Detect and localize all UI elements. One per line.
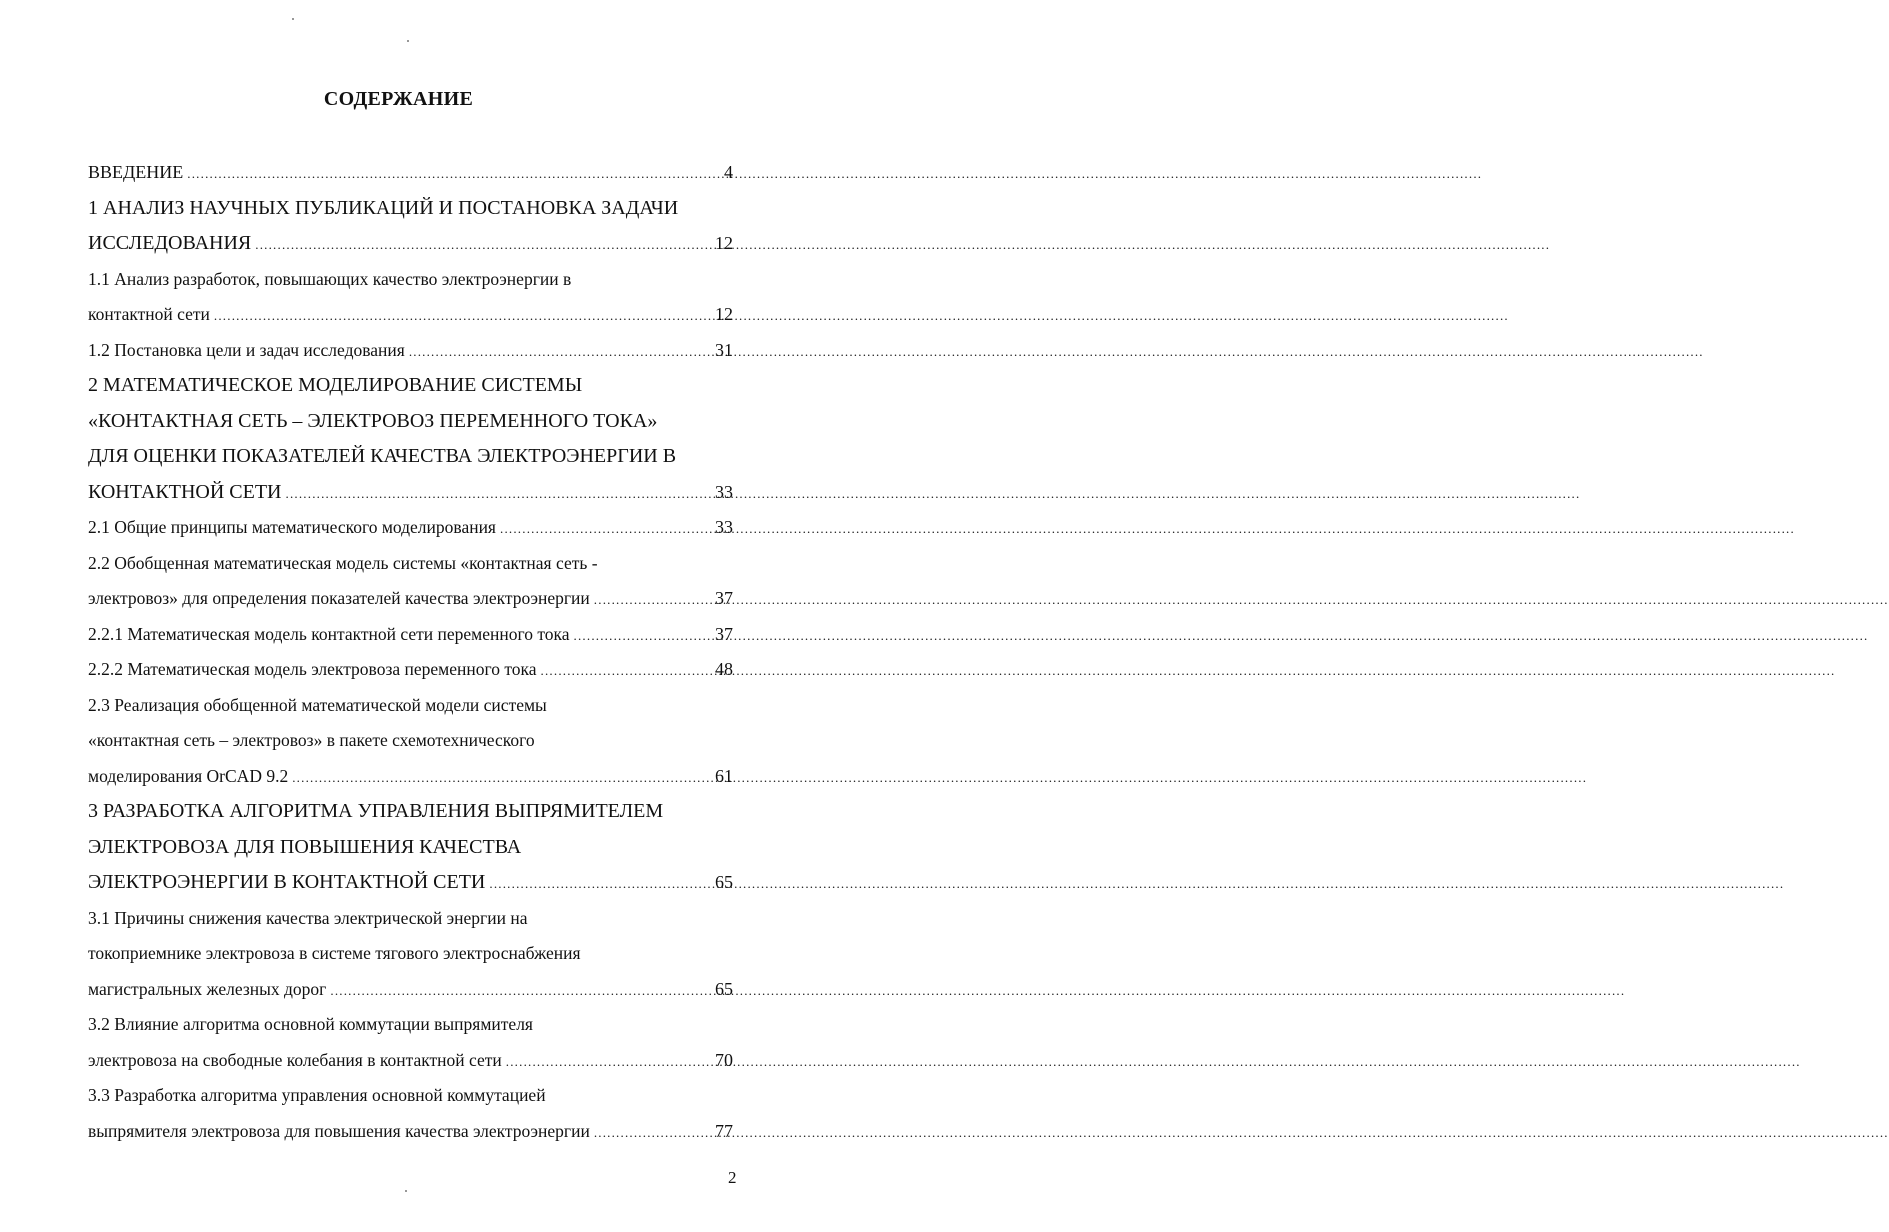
toc-entry-text: контактной сети [88, 304, 210, 324]
page-number: 2 [728, 1168, 737, 1187]
toc-leader-dots [594, 582, 677, 618]
toc-entry-text: электровоз» для определения показателей качества электроэнергии [88, 588, 590, 608]
toc-entry-text: 1.1 Анализ разработок, повышающих качество электроэнергии в [88, 268, 572, 289]
toc-line [88, 652, 733, 688]
toc-line [88, 936, 733, 972]
toc-leader-dots [594, 1115, 677, 1151]
toc-line [88, 581, 733, 617]
toc-leader-dots [574, 618, 677, 654]
toc-line [88, 617, 733, 653]
toc-line [88, 191, 733, 227]
toc-line [88, 546, 733, 582]
toc-line [88, 1007, 733, 1043]
toc-leader-dots [330, 973, 677, 1009]
toc-line [88, 830, 733, 866]
toc-leader-dots [286, 476, 678, 512]
toc-entry-text: 2 МАТЕМАТИЧЕСКОЕ МОДЕЛИРОВАНИЕ СИСТЕМЫ [88, 374, 583, 396]
toc-line [88, 688, 733, 724]
toc-page-number: 33 [715, 481, 733, 502]
toc-page-number: 77 [715, 1120, 733, 1141]
toc-line [88, 510, 733, 546]
toc-line [88, 1114, 733, 1150]
toc-leader-dots [500, 511, 677, 547]
toc-line [88, 1043, 733, 1079]
toc-entry-text: выпрямителя электровоза для повышения качества электроэнергии [88, 1120, 590, 1141]
toc-page-number: 48 [715, 659, 733, 679]
toc-page-number: 65 [715, 978, 733, 999]
toc-line [88, 439, 733, 475]
toc-page-number: 12 [715, 233, 733, 253]
toc-entry-text: ЭЛЕКТРОВОЗА ДЛЯ ПОВЫШЕНИЯ КАЧЕСТВА [88, 835, 522, 858]
toc-entry-text: 1 АНАЛИЗ НАУЧНЫХ ПУБЛИКАЦИЙ И ПОСТАНОВКА ЗАДАЧИ [88, 196, 679, 219]
toc-entry-text: КОНТАКТНОЙ СЕТИ [88, 480, 282, 503]
toc-page-number: 65 [715, 872, 733, 892]
table-of-contents [88, 155, 733, 1149]
toc-leader-dots [489, 866, 677, 902]
toc-line [88, 333, 733, 369]
toc-entry-text: «КОНТАКТНАЯ СЕТЬ – ЭЛЕКТРОВОЗ ПЕРЕМЕННОГО ТОКА» [88, 409, 658, 432]
toc-entry-text: 3 РАЗРАБОТКА АЛГОРИТМА УПРАВЛЕНИЯ ВЫПРЯМИТЕЛЕМ [88, 800, 664, 822]
toc-line [88, 262, 733, 298]
toc-entry-text: 3.3 Разработка алгоритма управления основной коммутацией [88, 1085, 546, 1105]
toc-entry-text: 2.1 Общие принципы математического моделирования [88, 517, 496, 537]
scan-speck [405, 1190, 407, 1192]
toc-leader-dots [506, 1044, 677, 1080]
toc-entry-text: ИССЛЕДОВАНИЯ [88, 232, 252, 254]
toc-entry-text: магистральных железных дорог [88, 978, 327, 999]
scan-speck [292, 18, 294, 20]
scan-speck [407, 40, 409, 42]
toc-page-number: 33 [715, 517, 733, 537]
toc-leader-dots [255, 227, 677, 263]
toc-page-number: 12 [715, 304, 733, 324]
toc-entry-text: электровоза на свободные колебания в контактной сети [88, 1049, 502, 1070]
toc-leader-dots [187, 156, 677, 192]
toc-entry-text: моделирования OrCAD 9.2 [88, 765, 289, 786]
toc-entry-text: 2.2.1 Математическая модель контактной сети переменного тока [88, 623, 570, 644]
toc-entry-text: 1.2 Постановка цели и задач исследования [88, 339, 405, 360]
toc-line [88, 901, 733, 937]
toc-page-number: 61 [715, 765, 733, 786]
toc-entry-text: «контактная сеть – электровоз» в пакете схемотехнического [88, 730, 535, 750]
toc-page-number: 37 [715, 588, 733, 608]
toc-entry-text: 3.1 Причины снижения качества электрической энергии на [88, 907, 528, 928]
page-title: СОДЕРЖАНИЕ [323, 88, 474, 110]
toc-leader-dots [541, 653, 677, 689]
toc-leader-dots [292, 760, 677, 796]
toc-line [88, 297, 733, 333]
toc-page-number: 4 [724, 162, 733, 182]
toc-leader-dots [409, 334, 677, 370]
toc-line [88, 226, 733, 262]
toc-line [88, 475, 733, 511]
toc-line [88, 368, 733, 404]
toc-page-number: 37 [715, 623, 733, 644]
toc-entry-text: 2.3 Реализация обобщенной математической модели системы [88, 694, 547, 715]
toc-entry-text: 2.2.2 Математическая модель электровоза переменного тока [88, 659, 537, 679]
toc-page-number: 31 [715, 339, 733, 360]
toc-entry-text: 2.2 Обобщенная математическая модель системы «контактная сеть - [88, 552, 598, 573]
toc-leader-dots [214, 298, 677, 334]
toc-entry-text: токоприемнике электровоза в системе тягового электроснабжения [88, 943, 581, 963]
toc-line [88, 972, 733, 1008]
toc-line [88, 865, 733, 901]
toc-entry-text: ДЛЯ ОЦЕНКИ ПОКАЗАТЕЛЕЙ КАЧЕСТВА ЭЛЕКТРОЭНЕРГИИ В [88, 445, 677, 467]
toc-line [88, 723, 733, 759]
toc-line [88, 404, 733, 440]
toc-page-number: 70 [715, 1049, 733, 1070]
toc-line [88, 1078, 733, 1114]
toc-line [88, 155, 733, 191]
toc-entry-text: ВВЕДЕНИЕ [88, 162, 184, 182]
toc-line [88, 794, 733, 830]
toc-line [88, 759, 733, 795]
toc-entry-text: 3.2 Влияние алгоритма основной коммутации выпрямителя [88, 1014, 533, 1034]
toc-entry-text: ЭЛЕКТРОЭНЕРГИИ В КОНТАКТНОЙ СЕТИ [88, 871, 486, 893]
